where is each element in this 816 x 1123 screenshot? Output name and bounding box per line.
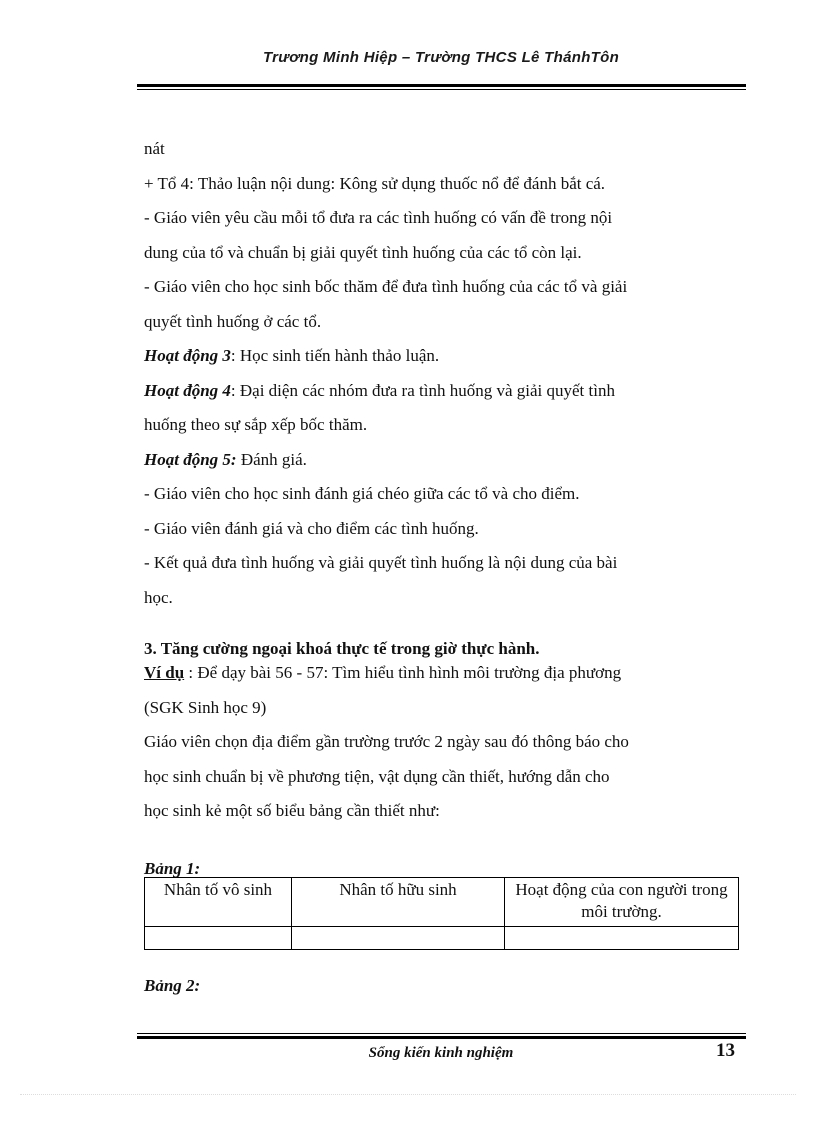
table-cell-empty: [145, 927, 292, 950]
activity-text: Đánh giá.: [236, 449, 307, 469]
table-1-caption: Bảng 1:: [144, 859, 201, 878]
table-1: [144, 877, 739, 950]
section-heading: 3. Tăng cường ngoại khoá thực tế trong giờ thực hành.: [144, 639, 540, 658]
paragraph-line: - Giáo viên cho học sinh bốc thăm để đưa tình huống của các tổ và giải: [144, 277, 628, 296]
activity-text: : Học sinh tiến hành thảo luận.: [230, 346, 440, 365]
paragraph-line: - Giáo viên đánh giá và cho điểm các tình huống.: [144, 518, 479, 538]
footer-rule-thin: [137, 1033, 746, 1034]
paragraph-line: huống theo sự sắp xếp bốc thăm.: [144, 415, 368, 434]
activity-label: Hoạt động 5:: [144, 449, 237, 469]
activity-label: Hoạt động 4: [144, 380, 231, 400]
table-cell-empty: [292, 927, 505, 950]
table-cell-empty: [505, 927, 739, 950]
paragraph-line: - Giáo viên cho học sinh đánh giá chéo giữa các tổ và cho điểm.: [144, 484, 580, 503]
page-header-title: Trương Minh Hiệp – Trường THCS Lê ThánhTôn: [262, 49, 620, 66]
paragraph-line: học sinh chuẩn bị về phương tiện, vật dụng cần thiết, hướng dẫn cho: [144, 766, 610, 786]
page-footer-title: Sổng kiến kinh nghiệm: [368, 1045, 514, 1061]
paragraph-line: quyết tình huống ở các tổ.: [144, 311, 322, 331]
paragraph-line: + Tổ 4: Thảo luận nội dung: Kông sử dụng thuốc nổ để đánh bắt cá.: [144, 173, 606, 193]
paragraph-line: Giáo viên chọn địa điểm gần trường trước 2 ngày sau đó thông báo cho: [144, 732, 629, 751]
table-header-row: [145, 878, 739, 927]
footer-rule-thick: [137, 1036, 746, 1039]
example-text: : Để dạy bài 56 - 57: Tìm hiểu tình hình môi trường địa phương: [184, 663, 622, 682]
table-header-cell: Nhân tố vô sinh: [145, 878, 292, 927]
header-rule-thick: [137, 84, 746, 87]
page-number: 13: [716, 1040, 735, 1061]
activity-text: : Đại diện các nhóm đưa ra tình huống và giải quyết tình: [230, 380, 615, 400]
paragraph-line: (SGK Sinh học 9): [144, 697, 267, 717]
activity-line: [144, 443, 744, 478]
paragraph-line: - Giáo viên yêu cầu mỗi tổ đưa ra các tình huống có vấn đề trong nội: [144, 208, 613, 227]
activity-line: [144, 339, 744, 374]
table-header-cell: Nhân tố hữu sinh: [292, 878, 505, 927]
example-label: Ví dụ: [144, 663, 185, 682]
table-row: [145, 927, 739, 950]
section-body: [144, 656, 744, 829]
activity-label: Hoạt động 3: [144, 346, 231, 365]
body-text-block: [144, 132, 744, 615]
activity-line: [144, 374, 744, 409]
header-rule-thin: [137, 89, 746, 90]
paragraph-line: nát: [144, 139, 165, 158]
paragraph-line: - Kết quả đưa tình huống và giải quyết tình huống là nội dung của bài: [144, 553, 618, 572]
paragraph-line: học sinh kẻ một số biểu bảng cần thiết như:: [144, 801, 440, 820]
paragraph-line: học.: [144, 587, 173, 607]
table-2-caption: Bảng 2:: [144, 976, 201, 995]
bottom-dotted-line: [20, 1094, 796, 1095]
table-header-cell: Hoạt động của con người trong môi trường.: [505, 878, 739, 927]
example-line: [144, 656, 744, 691]
paragraph-line: dung của tổ và chuẩn bị giải quyết tình huống của các tổ còn lại.: [144, 242, 582, 262]
